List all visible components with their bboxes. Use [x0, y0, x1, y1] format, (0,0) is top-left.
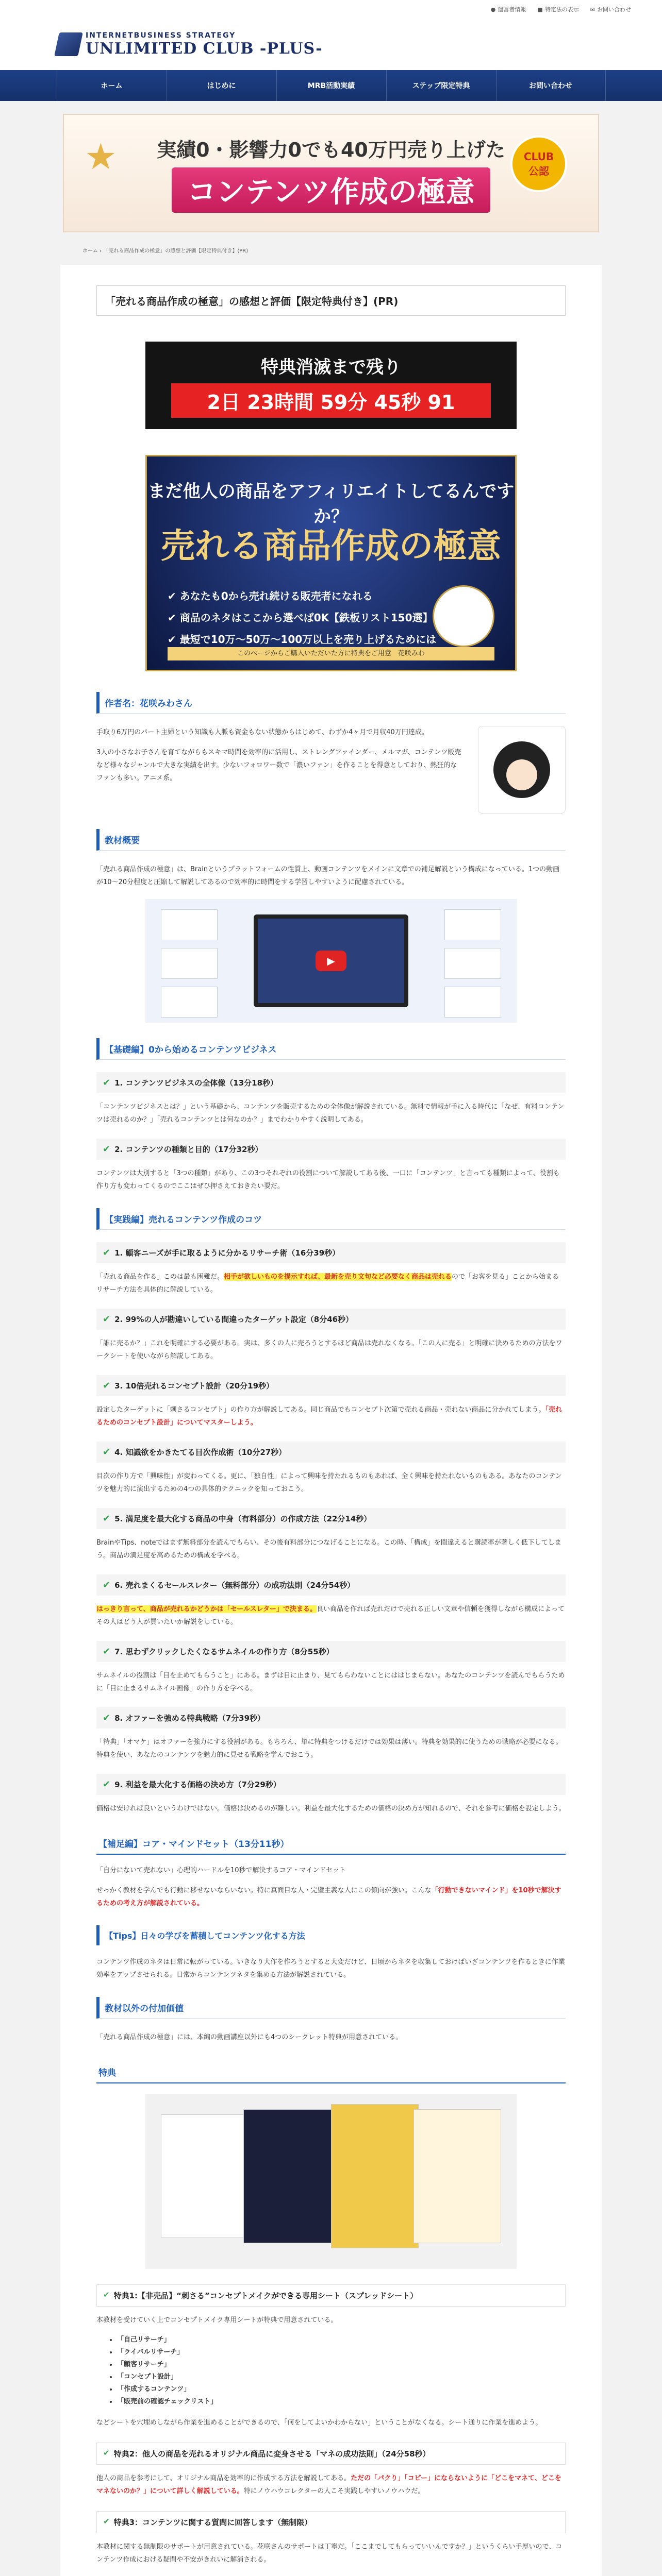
author-text: 3人の小さなお子さんを育てながらもスキマ時間を効率的に活用し、ストレングファインダー、メルマガ、コンテンツ販売など様々なジャンルで大きな実績を出す。少ないフォロワー数で「濃いファン」を作ることを得意としており、熱狂的なファンも多い。アニメ系。 — [96, 749, 461, 782]
logo-title: UNLIMITED CLUB -PLUS- — [86, 39, 323, 58]
lesson-text: 「売れる商品を作る」このは最も困難だ。相手が欲しいものを提示すれば、最新を売り文句など必要なく商品は売れるので「お客を見る」ことから始まるリサーチ方法を具体的に解説している。 — [96, 1273, 559, 1294]
product-footer: このページからご購入いただいた方に特典をご用意 花咲みわ — [168, 647, 494, 660]
check-icon: ✔ — [168, 590, 180, 602]
overview-heading: 教材概要 — [96, 829, 566, 851]
practice-section-heading: 【実践編】売れるコンテンツ作成のコツ — [96, 1208, 566, 1230]
bonus-item-heading: ✔ 特典1:【非売品】“刺さる”コンセプトメイクができる専用シート（スプレッドシート） — [96, 2284, 566, 2307]
supplement-text: 「自分にないて売れない」心理的ハードルを10秒で解決するコア・マインドセット — [96, 1867, 346, 1874]
product-bullet: ✔ 最短で10万〜50万〜100万以上を売り上げるためには — [168, 633, 437, 646]
lesson-heading: ✔ 3. 10倍売れるコンセプト設計（20分19秒） — [96, 1375, 566, 1396]
spreadsheet-thumb — [161, 2114, 249, 2238]
check-icon: ✔ — [103, 1314, 111, 1325]
topbar-link-contact[interactable]: ✉ お問い合わせ — [590, 6, 631, 13]
author-text: 手取り6万円のパート主婦という知識も人脈も資金もない状態からはじめて、わずか4ヶ月で月収40万円達成。 — [96, 728, 428, 736]
star-decoration-icon: ★ — [85, 135, 117, 178]
author-illustration-icon — [433, 585, 494, 647]
banner-subtitle: 実績0・影響力0でも40万円売り上げた — [157, 138, 505, 161]
slide-thumb — [444, 948, 501, 979]
lesson-text: 「特典」「オマケ」はオファーを強力にする役割がある。もちろん、単に特典をつけるだけでは効果は薄い。特典を効果的に使うための戦略が必要になる。特典を使い、あなたのコンテンツを魅力的に見せる戦略を学んでおこう。 — [96, 1738, 562, 1759]
lesson-text: 設定したターゲットに「刺さるコンセプト」の作り方が解説してある。同じ商品でもコンセプト次第で売れる商品・売れない商品に分かれてしまう。「売れるためのコンセプト設計」についてマスターしよう。 — [96, 1406, 562, 1427]
product-bullet: ✔ 商品のネタはここから選べば0K【鉄板リスト150選】 — [168, 612, 433, 624]
play-icon: ▶ — [316, 951, 346, 971]
lesson-heading: ✔ 1. 顧客ニーズが手に取るように分かるリサーチ術（16分39秒） — [96, 1242, 566, 1263]
bonus-image — [145, 2094, 517, 2269]
product-title: 売れる商品作成の極意 — [161, 526, 501, 566]
slide-thumb — [444, 909, 501, 940]
topbar-link-operator[interactable]: ● 運営者情報 — [490, 6, 526, 13]
bonus-sheet-list — [117, 2334, 566, 2408]
lesson-heading: ✔ 4. 知識欲をかきたてる目次作成術（10分27秒） — [96, 1442, 566, 1463]
check-icon: ✔ — [103, 1713, 111, 1723]
nav-bonus[interactable]: ステップ限定特典 — [386, 70, 496, 101]
bonus-label: 特典 — [96, 2061, 566, 2083]
check-icon: ✔ — [103, 1646, 111, 1657]
tips-heading: 【Tips】日々の学びを蓄積してコンテンツ化する方法 — [96, 1925, 566, 1945]
product-banner[interactable] — [145, 455, 517, 671]
breadcrumb[interactable]: ホーム › 「売れる商品作成の極意」の感想と評価【限定特典付き】(PR) — [82, 248, 249, 254]
lesson-text: 価格は安ければ良いというわけではない。価格は決めるのが難しい。利益を最大化するための価格の決め方が知れるので、それを参考に価格を設定しよう。 — [96, 1805, 566, 1812]
lesson-text: サムネイルの役割は「目を止めてもらうこと」にある。まずは目に止まり、見てもらわないことにははじまらない。あなたのコンテンツを読んでもらうために「目に止まるサムネイル画像」の作り方を学べる。 — [96, 1672, 565, 1692]
lesson-heading: ✔ 5. 満足度を最大化する商品の中身（有料部分）の作成方法（22分14秒） — [96, 1508, 566, 1529]
check-icon: ✔ — [103, 1077, 111, 1088]
supplement-text: せっかく教材を学んでも行動に移せないならいない。特に真面目な人・完璧主義な人にこの傾向が強い。こんな「行動できないマインド」を10秒で解決するための考え方が解説されている。 — [96, 1887, 561, 1907]
lesson-text: 「誰に売るか？」これを明確にする必要がある。実は、多くの人に売ろうとするほど商品は売れなくなる。「この人に売る」と明確に決めるための方法をワークシートを使いながら解説してある。 — [96, 1340, 562, 1360]
lesson-text: コンテンツは大別すると「3つの種類」があり、この3つそれぞれの役割について解説してある後、一口に「コンテンツ」と言っても種類によって、役割も作り方も変わってくるのでここはぜひ押さえておきたい要だ。 — [96, 1170, 560, 1190]
check-icon: ✔ — [168, 612, 180, 624]
product-bullet: ✔ あなたも0から売れ続ける販売者になれる — [168, 590, 373, 602]
lesson-text: はっきり言って、商品が売れるかどうかは「セールスレター」で決まる。良い商品を作れば売れだけで売れる正しい文章や信頼を獲得しながら構成によってその人はどう人が買いたいか解説をしている。 — [96, 1605, 565, 1626]
list-item: • 「作成するコンテンツ」 — [117, 2383, 566, 2396]
bonus-item-text: 他人の商品を参考にして、オリジナル商品を効率的に作成する方法を解説してある。ただの「パクり」「コピー」にならないように「どこをマネて、どこをマネないのか？」について詳しく解説している。特にノウハウコレクターの人こそ実践しやすいノウハウだ。 — [96, 2475, 561, 2495]
slide-thumb — [444, 987, 501, 1018]
laptop-screen — [254, 914, 408, 1007]
check-icon: ✔ — [103, 1447, 111, 1458]
timer-value: 2日 23時間 59分 45秒 91 — [171, 383, 491, 418]
list-item: • 「販売前の確認チェックリスト」 — [117, 2396, 566, 2408]
book-thumb — [243, 2109, 336, 2243]
logo-mark-icon — [54, 32, 83, 56]
check-icon: ✔ — [168, 633, 180, 646]
lesson-heading: ✔ 9. 利益を最大化する価格の決め方（7分29秒） — [96, 1774, 566, 1795]
check-icon: ✔ — [103, 2517, 110, 2526]
nav-results[interactable]: MRB活動実績 — [276, 70, 386, 101]
check-icon: ✔ — [103, 2448, 110, 2458]
bonus-text: 「売れる商品作成の極意」には、本編の動画講座以外にも4つのシークレット特典が用意されている。 — [96, 2033, 403, 2041]
slide-thumb — [161, 948, 218, 979]
hero-banner[interactable] — [63, 114, 599, 232]
bonus-item-text: 本教材を受けていく上でコンセプトメイク専用シートが特典で用意されている。 — [96, 2316, 338, 2324]
check-icon: ✔ — [103, 2290, 110, 2299]
list-item: • 「顧客リサーチ」 — [117, 2359, 566, 2371]
bonus-item-text: などシートを穴埋めしながら作業を進めることができるので、「何をしてよいかわからない」ということがなくなる。シート通りに作業を進めよう。 — [96, 2419, 542, 2427]
check-icon: ✔ — [103, 1779, 111, 1790]
nav-home[interactable]: ホーム — [57, 70, 167, 101]
product-bullets — [168, 585, 436, 650]
person-icon: ● — [490, 6, 496, 13]
avatar-face-icon — [493, 741, 550, 798]
check-icon: ✔ — [103, 1580, 111, 1590]
supplement-heading: 【補足編】コア・マインドセット（13分11秒） — [96, 1833, 566, 1855]
banner-title: コンテンツ作成の極意 — [172, 167, 490, 213]
bonus-item-heading: ✔ 特典3：コンテンツに関する質問に回答します（無制限） — [96, 2511, 566, 2533]
check-icon: ✔ — [103, 1513, 111, 1524]
nav-intro[interactable]: はじめに — [167, 70, 276, 101]
site-header — [0, 19, 662, 70]
list-item: • 「ライバルリサーチ」 — [117, 2346, 566, 2359]
check-icon: ✔ — [103, 1380, 111, 1391]
lesson-text: 「コンテンツビジネスとは？」という基礎から、コンテンツを販売するための全体像が解説されている。無料で情報が手に入る時代に「なぜ、有料コンテンツは売れるのか？」「売れるコンテンツとは何なのか？」までわかりやすく説明してある。 — [96, 1103, 565, 1124]
bonus-heading: 教材以外の付加価値 — [96, 1997, 566, 2019]
site-logo[interactable] — [57, 31, 323, 58]
product-headline: まだ他人の商品をアフィリエイトしてるんですか？ — [147, 481, 515, 527]
club-badge: CLUB 公認 — [510, 135, 567, 192]
basic-section-heading: 【基礎編】0から始めるコンテンツビジネス — [96, 1038, 566, 1060]
lesson-heading: ✔ 6. 売れまくるセールスレター（無料部分）の成功法則（24分54秒） — [96, 1574, 566, 1596]
list-item: • 「コンセプト設計」 — [117, 2371, 566, 2383]
list-item: • 「自己リサーチ」 — [117, 2334, 566, 2346]
slide-thumb — [161, 909, 218, 940]
article-content — [60, 265, 602, 2576]
lesson-heading: ✔ 2. 99%の人が勘違いしている間違ったターゲット設定（8分46秒） — [96, 1309, 566, 1330]
mail-icon: ✉ — [590, 6, 595, 13]
lesson-heading: ✔ 8. オファーを強める特典戦略（7分39秒） — [96, 1707, 566, 1728]
topbar — [0, 0, 662, 19]
check-icon: ✔ — [103, 1144, 111, 1155]
article-title: 「売れる商品作成の極意」の感想と評価【限定特典付き】(PR) — [96, 285, 566, 316]
course-mockup-image — [145, 899, 517, 1023]
tips-text: コンテンツ作成のネタは日常に転がっている。いきなり大作を作ろうとすると大変だけど、日頃からネタを収集しておけばいざコンテンツを作るときに作業効率をアップさせられる。日常からコンテンツネタを集める方法が解説されている。 — [96, 1958, 565, 1979]
hero-banner-area — [0, 101, 662, 245]
author-heading: 作者名：花咲みわさん — [96, 692, 566, 714]
check-icon: ✔ — [103, 1247, 111, 1258]
lesson-heading: ✔ 2. コンテンツの種類と目的（17分32秒） — [96, 1139, 566, 1160]
overview-text: 「売れる商品作成の極意」は、Brainというプラットフォームの性質上、動画コンテンツをメインに文章での補足解説という構成になっている。1つの動画が10〜20分程度と圧縮して解説してあるので効率的に時間をする学習しやすいように配慮されている。 — [96, 866, 560, 886]
book-thumb — [413, 2109, 501, 2243]
bonus-item-heading: ✔ 特典2：他人の商品を売れるオリジナル商品に変身させる「マネの成功法則」（24分58秒） — [96, 2443, 566, 2465]
logo-tagline: INTERNETBUSINESS STRATEGY — [86, 31, 236, 40]
lesson-text: BrainやTips、noteではまず無料部分を読んでもらい、その後有料部分につなげることになる。この時、「構成」を間違えると購読率が著しく低下してしまう。商品の満足度を高めるための構成を学べる。 — [96, 1539, 561, 1560]
lesson-heading: ✔ 7. 思わずクリックしたくなるサムネイルの作り方（8分55秒） — [96, 1641, 566, 1662]
author-block — [96, 726, 566, 814]
global-nav — [0, 70, 662, 101]
timer-label: 特典消滅まで残り — [261, 357, 401, 378]
doc-icon: ■ — [537, 6, 543, 13]
lesson-heading: ✔ 1. コンテンツビジネスの全体像（13分18秒） — [96, 1072, 566, 1093]
author-avatar — [478, 726, 566, 814]
topbar-link-law[interactable]: ■ 特定法の表示 — [537, 6, 579, 13]
lesson-text: 目次の作り方で「興味性」が変わってくる。更に、「独自性」によって興味を持たれるものもあれば、全く興味を持たれないものもある。あなたのコンテンツを魅力的に演出するための4つの具体的テクニックを知っておこう。 — [96, 1472, 562, 1493]
countdown-timer — [145, 342, 517, 429]
book-thumb — [331, 2104, 419, 2248]
slide-thumb — [161, 987, 218, 1018]
bonus-item-text: 本教材に関する無制限のサポートが用意されている。花咲さんのサポートは丁寧だ。「ここまでしてもらっていいんですか？」というくらい手厚いので、コンテンツ作成における疑問や不安がきれいに解消される。 — [96, 2543, 562, 2564]
nav-contact[interactable]: お問い合わせ — [496, 70, 606, 101]
